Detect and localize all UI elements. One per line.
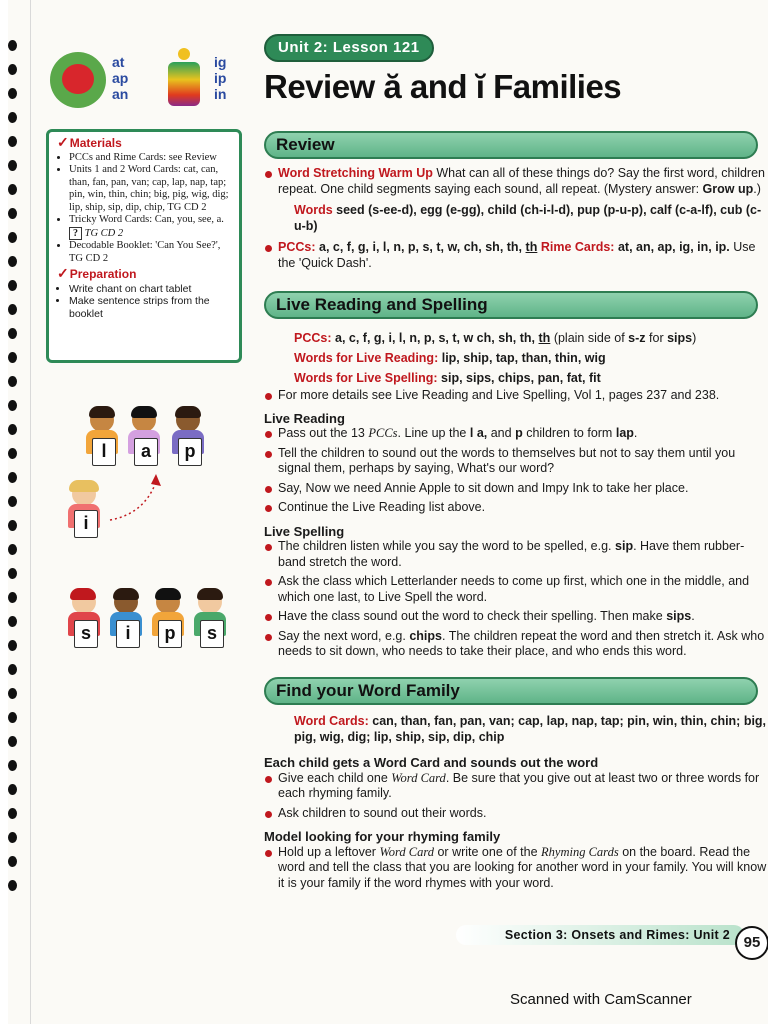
materials-heading: ✓Materials [57, 134, 122, 150]
rime-ap: ap [112, 70, 129, 86]
live-reading-heading: Live Reading [264, 410, 345, 426]
page-title: Review ă and ĭ Families [264, 68, 622, 105]
list-item: • Write chant on chart tablet [69, 283, 233, 296]
page-number: 95 [735, 926, 768, 960]
list-item: Give each child one Word Card. Be sure that you give out at least two or three words for each rhyming family. [264, 771, 768, 802]
letter-card-p: p [158, 620, 182, 648]
list-item: For more details see Live Reading and Live Spelling, Vol 1, pages 237 and 238. [264, 388, 768, 404]
list-item: Hold up a leftover Word Card or write one of the Rhyming Cards on the board. Read the word and tell the class that you are looking for another word in your family. You will know it is your family if the word rhymes with your word. [264, 845, 768, 892]
impy-card-illustration [62, 480, 112, 542]
list-item: Ask children to sound out their words. [264, 806, 768, 822]
list-item: • Tricky Word Cards: Can, you, see, a. ? TG CD 2 [69, 214, 233, 240]
live-words [264, 328, 768, 388]
rime-in: in [214, 86, 227, 102]
live-spelling-heading: Live Spelling [264, 523, 345, 539]
list-item: • Decodable Booklet: 'Can You See?', TG CD 2 [69, 240, 233, 265]
impy-ink-icon [158, 48, 210, 110]
section-footer: Section 3: Onsets and Rimes: Unit 2 [456, 925, 744, 945]
scanner-watermark: Scanned with CamScanner [510, 991, 692, 1008]
dotted-arrow-icon [104, 470, 174, 530]
list-item: Tell the children to sound out the words to themselves but not to say them until you signal them, perhaps by saying, What's our word? [264, 446, 768, 477]
preparation-heading: ✓Preparation [57, 265, 137, 281]
letter-card-p: p [178, 438, 202, 466]
each-child-heading: Each child gets a Word Card and sounds out the word [264, 755, 599, 770]
letter-card-i: i [74, 510, 98, 538]
list-item: • PCCs and Rime Cards: see Review [69, 152, 233, 165]
letter-card-i: i [116, 620, 140, 648]
review-section [264, 166, 768, 271]
page-margin-line [30, 0, 31, 1024]
i-rime-list [214, 54, 226, 102]
list-item: Continue the Live Reading list above. [264, 500, 768, 516]
rime-at: at [112, 54, 125, 70]
list-item: Say the next word, e.g. chips. The children repeat the word and then stretch it. Ask who needs to sit down, who needs to take their place, and who ends this word. [264, 629, 768, 660]
unit-lesson-label: Unit 2: Lesson 121 [264, 34, 434, 62]
a-rime-list [112, 54, 128, 102]
tricky-question-icon: ? [69, 227, 82, 240]
document-page [8, 0, 768, 1024]
letter-card-a: a [134, 438, 158, 466]
family-section-header: Find your Word Family [264, 677, 758, 705]
rime-ip: ip [214, 70, 227, 86]
live-pccs: PCCs: a, c, f, g, i, l, n, p, s, t, w ch, sh, th, th (plain side of s-z for sips) [294, 331, 697, 345]
list-item: • Make sentence strips from the booklet [69, 295, 233, 320]
letter-card-s: s [74, 620, 98, 648]
annie-apple-icon [50, 52, 106, 108]
live-spelling-illustration [66, 590, 236, 652]
materials-box [46, 129, 242, 363]
live-instructions [264, 388, 768, 660]
model-heading: Model looking for your rhyming family [264, 829, 501, 844]
warmup-words: Words seed (s-ee-d), egg (e-gg), child (ch-i-l-d), pup (p-u-p), calf (c-a-lf), cub (c-u-b) [294, 203, 762, 233]
list-item: Ask the class which Letterlander needs to come up first, which one in the middle, and which one last, to Live Spell the word. [264, 574, 768, 605]
review-section-header: Review [264, 131, 758, 159]
materials-list [57, 152, 233, 266]
list-item: Say, Now we need Annie Apple to sit down and Impy Ink to take her place. [264, 481, 768, 497]
rime-ig: ig [214, 54, 227, 70]
live-reading-illustration [82, 408, 222, 472]
binder-holes [8, 40, 24, 940]
live-reading-words: Words for Live Reading: lip, ship, tap, than, thin, wig [294, 351, 606, 365]
family-section [264, 714, 768, 891]
list-item: The children listen while you say the word to be spelled, e.g. sip. Have them rubber-band stretch the word. [264, 539, 768, 570]
family-word-cards: Word Cards: can, than, fan, pan, van; cap, lap, nap, tap; pin, win, thin, chin; big, pig, wig, dig; lip, ship, sip, dip, chip [294, 714, 767, 744]
check-icon: ✓ [57, 265, 69, 281]
letter-card-l: l [92, 438, 116, 466]
live-section-header: Live Reading and Spelling [264, 291, 758, 319]
preparation-list [57, 283, 233, 321]
letter-card-s: s [200, 620, 224, 648]
list-item: • Units 1 and 2 Word Cards: cat, can, than, fan, pan, van; cap, lap, nap, tap; pin, win, thin, chin; big, pig, wig, dig; lip, ship, sip, dip, chip, TG CD 2 [69, 164, 233, 214]
list-item: Pass out the 13 PCCs. Line up the l a, and p children to form lap. [264, 426, 768, 442]
check-icon: ✓ [57, 134, 69, 150]
list-item: Have the class sound out the word to check their spelling. Then make sips. [264, 609, 768, 625]
warmup-item: Word Stretching Warm Up What can all of these things do? Say the first word, children repeat. One child segments saying each sound, all repeat. (Mystery answer: Grow up.) [264, 166, 768, 197]
live-spelling-words: Words for Live Spelling: sip, sips, chips, pan, fat, fit [294, 371, 601, 385]
review-pccs-item: PCCs: a, c, f, g, i, l, n, p, s, t, w, ch, sh, th, th Rime Cards: at, an, ap, ig, in, ip. Use the 'Quick Dash'. [264, 240, 768, 271]
rime-an: an [112, 86, 129, 102]
